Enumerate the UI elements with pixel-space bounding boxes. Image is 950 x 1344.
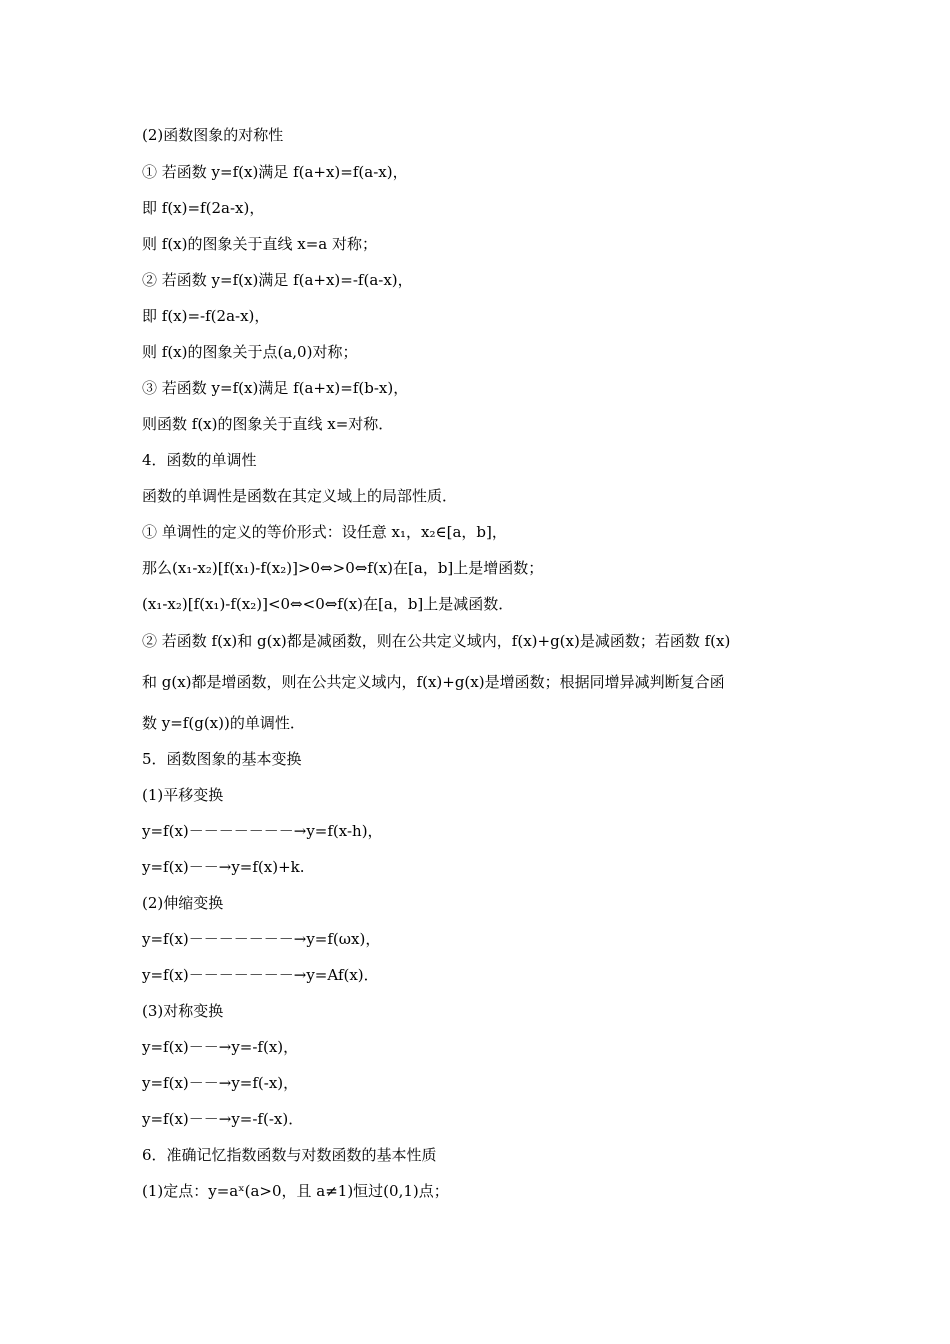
text-line: 数 y=f(g(x))的单调性． <box>142 714 305 732</box>
subsection-heading: (2)函数图象的对称性 <box>142 126 284 144</box>
subsection-heading: (2)伸缩变换 <box>142 894 224 912</box>
section-heading: 4．函数的单调性 <box>142 451 257 469</box>
text-line: 和 g(x)都是增函数，则在公共定义域内，f(x)+g(x)是增函数；根据同增异减判断复合函 <box>142 673 725 691</box>
formula-line: y=f(x)－－→y=-f(-x)． <box>142 1110 304 1128</box>
text-line: ② 若函数 y=f(x)满足 f(a+x)=-f(a-x)， <box>142 271 413 289</box>
section-heading: 5．函数图象的基本变换 <box>142 750 302 768</box>
text-line: 即 f(x)=-f(2a-x)， <box>142 307 270 325</box>
text-line: 则 f(x)的图象关于直线 x=a 对称； <box>142 235 377 253</box>
text-line: ① 单调性的定义的等价形式：设任意 x₁，x₂∈[a，b]， <box>142 523 507 541</box>
formula-line: y=f(x)－－－－－－－→y=f(ωx)， <box>142 930 381 948</box>
text-line: ① 若函数 y=f(x)满足 f(a+x)=f(a-x)， <box>142 163 408 181</box>
text-line: ② 若函数 f(x)和 g(x)都是减函数，则在公共定义域内，f(x)+g(x)是减函数；若函数 f(x) <box>142 632 731 650</box>
subsection-heading: (3)对称变换 <box>142 1002 224 1020</box>
text-line: 函数的单调性是函数在其定义域上的局部性质． <box>142 487 458 505</box>
text-line: 则 f(x)的图象关于点(a,0)对称； <box>142 343 358 361</box>
text-line: 那么(x₁-x₂)[f(x₁)-f(x₂)]>0⇔>0⇔f(x)在[a，b]上是增函数； <box>142 559 544 577</box>
section-heading: 6．准确记忆指数函数与对数函数的基本性质 <box>142 1146 437 1164</box>
text-line: ③ 若函数 y=f(x)满足 f(a+x)=f(b-x)， <box>142 379 409 397</box>
text-line: (x₁-x₂)[f(x₁)-f(x₂)]<0⇔<0⇔f(x)在[a，b]上是减函数． <box>142 595 514 613</box>
formula-line: y=f(x)－－→y=-f(x)， <box>142 1038 299 1056</box>
formula-line: y=f(x)－－→y=f(x)+k. <box>142 858 305 876</box>
formula-line: y=f(x)－－－－－－－→y=Af(x)． <box>142 966 379 984</box>
formula-line: y=f(x)－－－－－－－→y=f(x-h)， <box>142 822 383 840</box>
subsection-heading: (1)平移变换 <box>142 786 224 804</box>
text-line: (1)定点：y=aˣ(a>0，且 a≠1)恒过(0,1)点； <box>142 1182 449 1200</box>
formula-line: y=f(x)－－→y=f(-x)， <box>142 1074 299 1092</box>
text-line: 即 f(x)=f(2a-x)， <box>142 199 265 217</box>
text-line: 则函数 f(x)的图象关于直线 x=对称． <box>142 415 394 433</box>
